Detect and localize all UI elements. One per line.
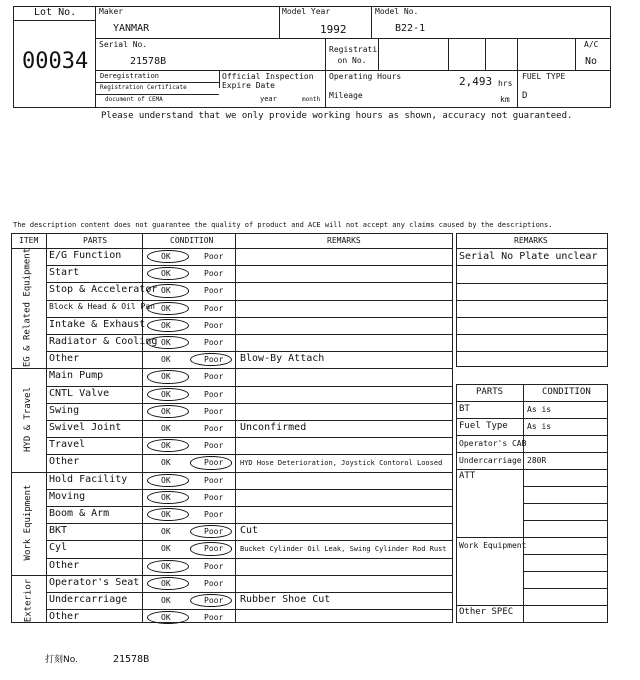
right-cond-fuel: As is (527, 422, 552, 431)
ok-option: OK (161, 372, 171, 382)
ok-option: OK (161, 578, 171, 588)
att-label: ATT (459, 471, 476, 481)
group-label: Work Equipment (23, 484, 33, 561)
operating-hours-value: 2,493 (459, 75, 493, 88)
table-row-part: Travel (49, 439, 86, 451)
ok-selected-mark (147, 370, 189, 383)
ok-selected-mark (147, 491, 189, 504)
right-part-fuel: Fuel Type (459, 421, 508, 431)
registration-no-label: Registrati on No. (329, 45, 378, 65)
mileage-label: Mileage (329, 91, 363, 100)
poor-option: Poor (204, 406, 224, 416)
table-row-part: BKT (49, 525, 68, 537)
right-parts-header: PARTS (476, 387, 504, 397)
other-spec-label: Other SPEC (459, 607, 514, 617)
ok-option: OK (161, 286, 171, 296)
cema-label: document of CEMA (105, 96, 163, 103)
table-row-part: CNTL Valve (49, 387, 110, 399)
table-row-part: Block & Head & Oil Pan (49, 301, 155, 311)
poor-option: Poor (204, 441, 224, 451)
ok-selected-mark (147, 284, 189, 297)
maker-value: YANMAR (113, 23, 150, 34)
right-part-bt: BT (459, 404, 470, 414)
ok-option: OK (161, 269, 171, 279)
lot-number: 00034 (22, 49, 89, 74)
disclaimer-text: The description content does not guarantee the quality of product and ACE will not accept any claims caused by the descriptions. (13, 221, 553, 229)
ok-selected-mark (147, 405, 189, 418)
registration-cert-label: Registration Certificate (100, 84, 187, 91)
poor-option: Poor (204, 578, 224, 588)
poor-option: Poor (204, 527, 224, 537)
poor-option: Poor (204, 613, 224, 623)
stamp-value: 21578B (113, 654, 150, 665)
ok-option: OK (161, 475, 171, 485)
ac-label: A/C (584, 40, 599, 49)
ok-option: OK (161, 252, 171, 261)
ok-selected-mark (147, 560, 189, 573)
serial-value: 21578B (130, 56, 167, 67)
km-unit: km (500, 95, 510, 104)
col-remarks-header: REMARKS (327, 236, 361, 245)
table-row-part: Radiator & Cooling (49, 336, 158, 347)
poor-option: Poor (204, 286, 224, 296)
ok-option: OK (161, 561, 171, 571)
ok-selected-mark (147, 319, 189, 332)
table-row-part: Other (49, 456, 80, 468)
table-row-remark: Unconfirmed (240, 422, 307, 433)
right-part-undercarriage: Undercarriage (459, 456, 522, 465)
table-row-part: Other (49, 611, 80, 623)
ok-selected-mark (147, 474, 189, 487)
operating-hours-label: Operating Hours (329, 72, 402, 81)
table-row-part: Operator's Seat (49, 576, 140, 588)
table-row-part: Undercarriage (49, 594, 128, 605)
table-row-part: E/G Function (49, 250, 122, 261)
year-label: year (260, 95, 277, 103)
fuel-type-label: FUEL TYPE (522, 72, 566, 81)
table-row-remark: HYD Hose Deterioration, Joystick Contorol Loosed (240, 459, 443, 468)
table-row-part: Stop & Accelerator (49, 284, 158, 296)
table-row-part: Other (49, 559, 80, 571)
poor-option: Poor (204, 510, 224, 519)
serial-label: Serial No. (99, 40, 148, 49)
col-item-header: ITEM (19, 236, 39, 245)
poor-option: Poor (204, 492, 224, 502)
table-row-part: Other (49, 353, 80, 365)
poor-option: Poor (204, 424, 224, 433)
inspection-label: Official Inspection Expire Date (222, 72, 314, 90)
poor-option: Poor (204, 269, 224, 279)
table-row-part: Boom & Arm (49, 508, 110, 519)
ok-option: OK (161, 355, 171, 365)
hrs-unit: hrs (498, 79, 513, 88)
poor-option: Poor (204, 389, 224, 399)
table-row-part: Cyl (49, 542, 68, 554)
ok-option: OK (161, 596, 171, 605)
poor-selected-mark (190, 456, 232, 469)
ok-option: OK (161, 458, 171, 468)
poor-option: Poor (204, 252, 224, 261)
poor-option: Poor (204, 475, 224, 485)
ok-option: OK (161, 424, 171, 433)
ok-selected-mark (147, 577, 189, 590)
table-row-part: Moving (49, 490, 86, 502)
group-label: EG & Related Equipment (23, 248, 34, 368)
table-row-remark: Cut (240, 525, 259, 537)
ok-option: OK (161, 441, 171, 451)
poor-option: Poor (204, 320, 224, 330)
model-year-value: 1992 (320, 23, 347, 36)
ok-option: OK (161, 338, 171, 347)
col-parts-header: PARTS (83, 236, 108, 245)
poor-option: Poor (204, 355, 224, 365)
table-row-part: Swing (49, 404, 80, 416)
poor-selected-mark (190, 542, 232, 555)
table-row-part: Start (49, 267, 80, 279)
right-remarks-line: Serial No Plate unclear (459, 251, 598, 262)
ok-selected-mark (147, 302, 189, 315)
work-equipment-label: Work Equipment (459, 541, 527, 550)
ok-option: OK (161, 613, 171, 623)
table-row-remark: Bucket Cylinder Oil Leak, Swing Cylinder Rod Rust (240, 545, 447, 554)
table-row-remark: Blow-By Attach (240, 353, 325, 365)
table-row-part: Intake & Exhaust (49, 318, 146, 330)
lot-label: Lot No. (34, 7, 77, 18)
fuel-type-value: D (522, 91, 528, 101)
poor-option: Poor (204, 372, 224, 382)
right-remarks-header: REMARKS (514, 236, 548, 245)
notice-text: Please understand that we only provide working hours as shown, accuracy not guaranteed. (101, 111, 573, 121)
table-row-part: Main Pump (49, 370, 104, 382)
ok-option: OK (161, 510, 171, 519)
model-year-label: Model Year (282, 7, 331, 16)
table-row-part: Hold Facility (49, 473, 128, 485)
poor-option: Poor (204, 458, 224, 468)
table-row-remark: Rubber Shoe Cut (240, 594, 331, 605)
table-row-part: Swivel Joint (49, 422, 122, 433)
right-part-cab: Operator's CAB (459, 439, 527, 448)
group-label: HYD & Travel (23, 386, 33, 453)
poor-option: Poor (204, 544, 224, 554)
poor-option: Poor (204, 303, 224, 313)
right-condition-header: CONDITION (542, 387, 591, 397)
deregistration-label: Deregistration (100, 72, 160, 80)
model-no-label: Model No. (375, 7, 419, 16)
ok-option: OK (161, 492, 171, 502)
ok-option: OK (161, 527, 171, 537)
col-condition-header: CONDITION (170, 236, 214, 245)
ok-option: OK (161, 303, 171, 313)
group-label: Exterior (22, 578, 33, 622)
poor-option: Poor (204, 596, 224, 605)
stamp-label: 打刻No. (45, 655, 78, 665)
poor-option: Poor (204, 561, 224, 571)
ok-selected-mark (147, 388, 189, 401)
ok-option: OK (161, 320, 171, 330)
poor-option: Poor (204, 338, 224, 347)
month-label: month (302, 96, 321, 103)
ok-option: OK (161, 389, 171, 399)
ok-option: OK (161, 544, 171, 554)
right-cond-bt: As is (527, 405, 552, 414)
maker-label: Maker (99, 7, 124, 16)
model-no-value: B22-1 (395, 23, 426, 34)
ok-option: OK (161, 406, 171, 416)
ac-value: No (585, 56, 598, 67)
right-cond-undercarriage: 280R (527, 456, 547, 465)
